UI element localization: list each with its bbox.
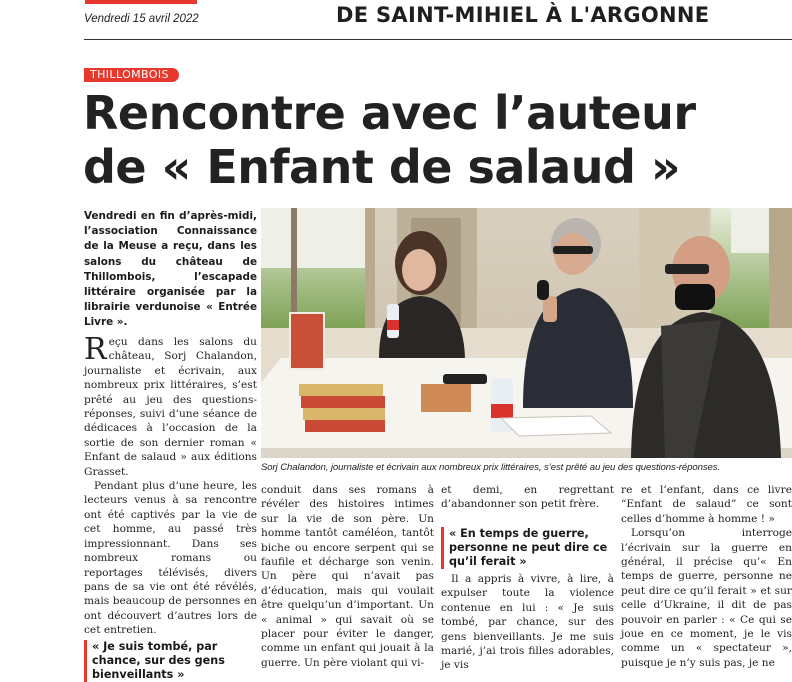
pull-quote-2: « En temps de guerre, personne ne peut dire ce qu’il ferait »	[441, 527, 617, 569]
headline-line-2: de « Enfant de salaud »	[83, 140, 681, 194]
column-4-paragraph-2: Lorsqu’on interroge l’écrivain sur la guerre en général, il précise qu’« En temps de guerre, personne ne peut dire ce qu’il ferait » et sur celle d’Ukraine, il dit de pas pouvoir en parler : « Ce qui se joue en ce moment, je le vis comme un « spectateur », puisque je n’y suis pas, je ne	[621, 527, 792, 669]
article-column-1	[84, 332, 257, 638]
column-3-paragraph-1: et demi, en regrettant d’abandonner son petit frère.	[441, 484, 614, 511]
column-3-continued	[441, 572, 614, 673]
column-4-paragraph-1: re et l’enfant, dans ce livre “Enfant de salaud” ce sont celles d’homme à homme ! »	[621, 484, 792, 525]
header-rule	[84, 39, 792, 40]
event-photo-illustration	[261, 208, 792, 458]
article-column-2	[261, 483, 434, 670]
location-kicker: THILLOMBOIS	[84, 68, 179, 82]
article-column-4	[621, 483, 792, 670]
photo-caption: Sorj Chalandon, journaliste et écrivain aux nombreux prix littéraires, s’est prêté au jeu des questions-réponses.	[261, 462, 721, 473]
column-3-paragraph-2: Il a appris à vivre, à lire, à expulser toute la violence contenue en lui : « Je suis tombé, par chance, sur des gens bienveillants. Je me suis marié, j’ai trois filles adorables, je vis	[441, 573, 614, 672]
column-1-paragraph-2: Pendant plus d’une heure, les lecteurs venus à sa rencontre ont été captivés par la vie de cet homme, au passé très impressionnant. Dans ses nombreux romans ou reportages télévisés, divers pans de sa vie ont été révélés, mais beaucoup de personnes en ont découvert d’autres lors de cet entretien.	[84, 480, 257, 637]
column-2-paragraph-1: conduit dans ses romans à révéler des histoires intimes sur la vie de son père. Un homme tantôt caméléon, tantôt biche ou encore serpent qui se faufile et décharge son venin. Un père qui n’avait pas d’éducation, mais qui voulait être quelqu’un d’important. Un « animal » qui savait où se placer pour éviter le danger, comme un enfant qui jouait à la guerre. Un père violant qui vi-	[261, 484, 434, 669]
page-header	[0, 0, 792, 34]
section-title: DE SAINT-MIHIEL À L'ARGONNE	[336, 3, 710, 27]
column-1-paragraph-1-text: eçu dans les salons du château, Sorj Chalandon, journaliste et écrivain, aux nombreux prix littéraires, s’est prêté au jeu des questions-réponses, suivi d’une séance de dédicaces à l’occasion de la sortie de son dernier roman « Enfant de salaud » aux éditions Grasset.	[84, 336, 257, 478]
publication-date: Vendredi 15 avril 2022	[84, 13, 199, 25]
article-lead: Vendredi en fin d’après-midi, l’association Connaissance de la Meuse a reçu, dans les salons du château de Thillombois, l’escapade littéraire organisée par la librairie verdunoise « Entrée Livre ».	[84, 210, 257, 329]
article-photo	[261, 208, 792, 458]
drop-cap: R	[84, 332, 107, 367]
article-headline	[83, 86, 783, 194]
header-accent-bar	[85, 0, 197, 4]
pull-quote-1: « Je suis tombé, par chance, sur des gens bienveillants »	[84, 640, 260, 682]
column-1-paragraph-1	[84, 332, 257, 479]
headline-line-1: Rencontre avec l’auteur	[83, 86, 696, 140]
article-column-3	[441, 483, 614, 512]
